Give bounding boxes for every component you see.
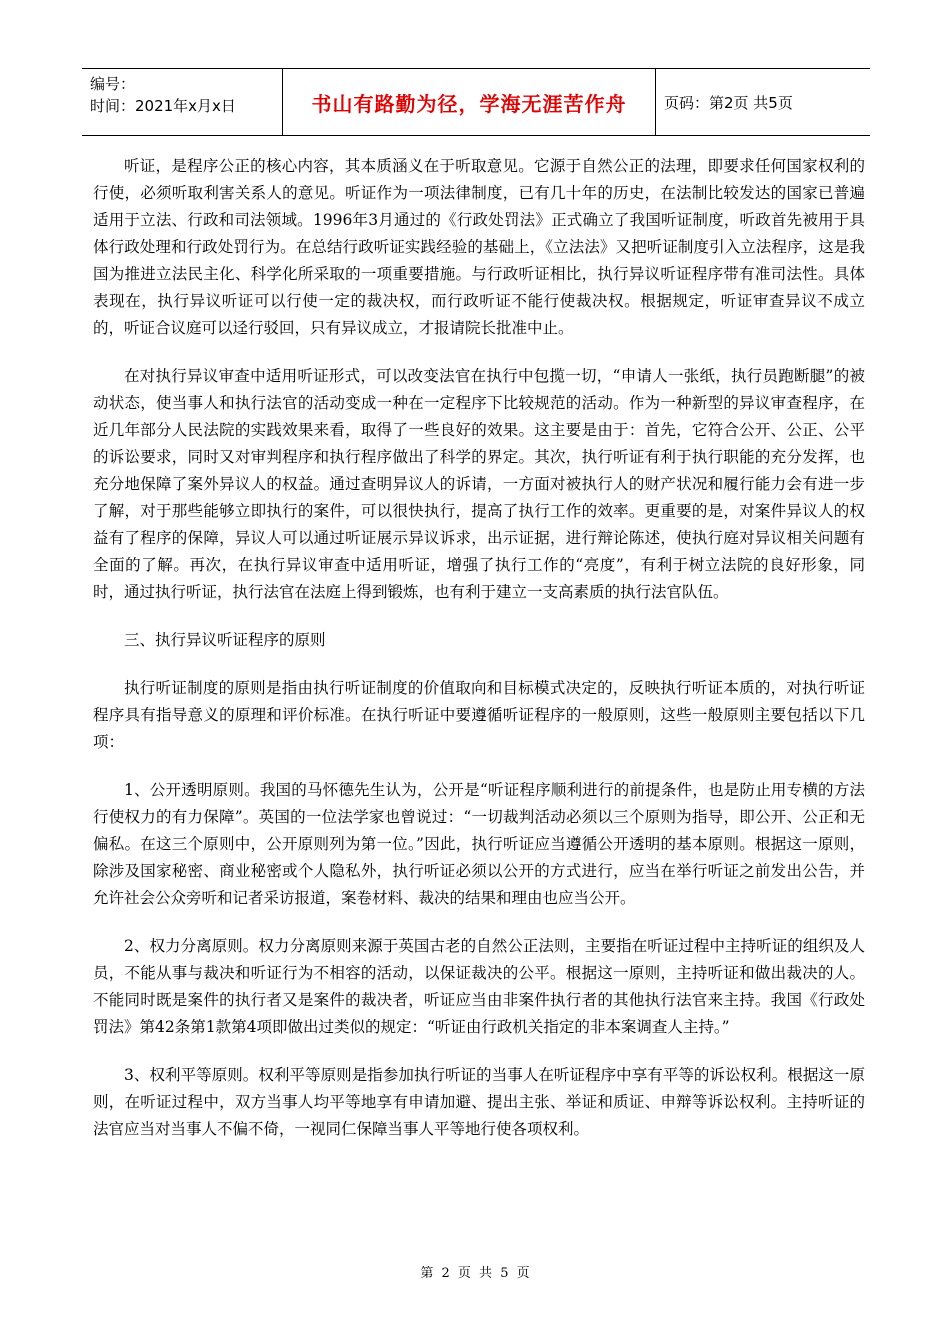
document-body [93, 153, 865, 1164]
paragraph-principle-openness: 1、公开透明原则。我国的马怀德先生认为，公开是“听证程序顺利进行的前提条件，也是防止用专横的方法行使权力的有力保障”。英国的一位法学家也曾说过：“一切裁判活动必须以三个原则为指导，即公开、公正和无偏私。在这三个原则中，公开原则列为第一位。”因此，执行听证应当遵循公开透明的基本原则。根据这一原则，除涉及国家秘密、商业秘密或个人隐私外，执行听证必须以公开的方式进行，应当在举行听证之前发出公告，并允许社会公众旁听和记者采访报道，案卷材料、裁决的结果和理由也应当公开。 [93, 781, 865, 907]
paragraph-hearing-definition: 听证，是程序公正的核心内容，其本质涵义在于听取意见。它源于自然公正的法理，即要求任何国家权利的行使，必须听取利害关系人的意见。听证作为一项法律制度，已有几十年的历史，在法制比较发达的国家已普遍适用于立法、行政和司法领域。1996年3月通过的《行政处罚法》正式确立了我国听证制度，听政首先被用于具体行政处理和行政处罚行为。在总结行政听证实践经验的基础上，《立法法》又把听证制度引入立法程序，这是我国为推进立法民主化、科学化所采取的一项重要措施。与行政听证相比，执行异议听证程序带有准司法性。具体表现在，执行异议听证可以行使一定的裁决权，而行政听证不能行使裁决权。根据规定，听证审查异议不成立的，听证合议庭可以迳行驳回，只有异议成立，才报请院长批准中止。 [93, 157, 865, 337]
page-header [82, 68, 870, 136]
paragraph-principle-separation: 2、权力分离原则。权力分离原则来源于英国古老的自然公正法则，主要指在听证过程中主持听证的组织及人员，不能从事与裁决和听证行为不相容的活动，以保证裁决的公平。根据这一原则，主持听证和做出裁决的人。不能同时既是案件的执行者又是案件的裁决者，听证应当由非案件执行者的其他执行法官来主持。我国《行政处罚法》第42条第1款第4项即做出过类似的规定：“听证由行政机关指定的非本案调查人主持。” [93, 937, 865, 1036]
header-motto: 书山有路勤为径，学海无涯苦作舟 [282, 69, 656, 135]
page-footer: 第 2 页 共 5 页 [420, 1266, 530, 1281]
number-label: 编号： [90, 75, 136, 93]
header-info [82, 69, 282, 135]
paragraph-hearing-benefits: 在对执行异议审查中适用听证形式，可以改变法官在执行中包揽一切，“申请人一张纸，执行员跑断腿”的被动状态，使当事人和执行法官的活动变成一种在一定程序下比较规范的活动。作为一种新型的异议审查程序，在近几年部分人民法院的实践效果来看，取得了一些良好的效果。这主要是由于：首先，它符合公开、公正、公平的诉讼要求，同时又对审判程序和执行程序做出了科学的界定。其次，执行听证有利于执行职能的充分发挥，也充分地保障了案外异议人的权益。通过查明异议人的诉请，一方面对被执行人的财产状况和履行能力会有进一步了解，对于那些能够立即执行的案件，可以很快执行，提高了执行工作的效率。更重要的是，对案件异议人的权益有了程序的保障，异议人可以通过听证展示异议诉求，出示证据，进行辩论陈述，使执行庭对异议相关问题有全面的了解。再次，在执行异议审查中适用听证，增强了执行工作的“亮度”，有利于树立法院的良好形象，同时，通过执行听证，执行法官在法庭上得到锻炼，也有利于建立一支高素质的执行法官队伍。 [93, 367, 865, 601]
date-label: 时间：2021年x月x日 [90, 97, 236, 115]
paragraph-principle-equality: 3、权利平等原则。权利平等原则是指参加执行听证的当事人在听证程序中享有平等的诉讼权利。根据这一原则，在听证过程中，双方当事人均平等地享有申请加避、提出主张、举证和质证、申辩等诉讼权利。主持听证的法官应当对当事人不偏不倚，一视同仁保障当事人平等地行使各项权利。 [93, 1066, 865, 1138]
section-heading-principles: 三、执行异议听证程序的原则 [124, 631, 326, 649]
paragraph-principles-intro: 执行听证制度的原则是指由执行听证制度的价值取向和目标模式决定的，反映执行听证本质的，对执行听证程序具有指导意义的原理和评价标准。在执行听证中要遵循听证程序的一般原则，这些一般原则主要包括以下几项： [93, 679, 865, 751]
header-page-number: 页码：第2页 共5页 [664, 93, 793, 112]
